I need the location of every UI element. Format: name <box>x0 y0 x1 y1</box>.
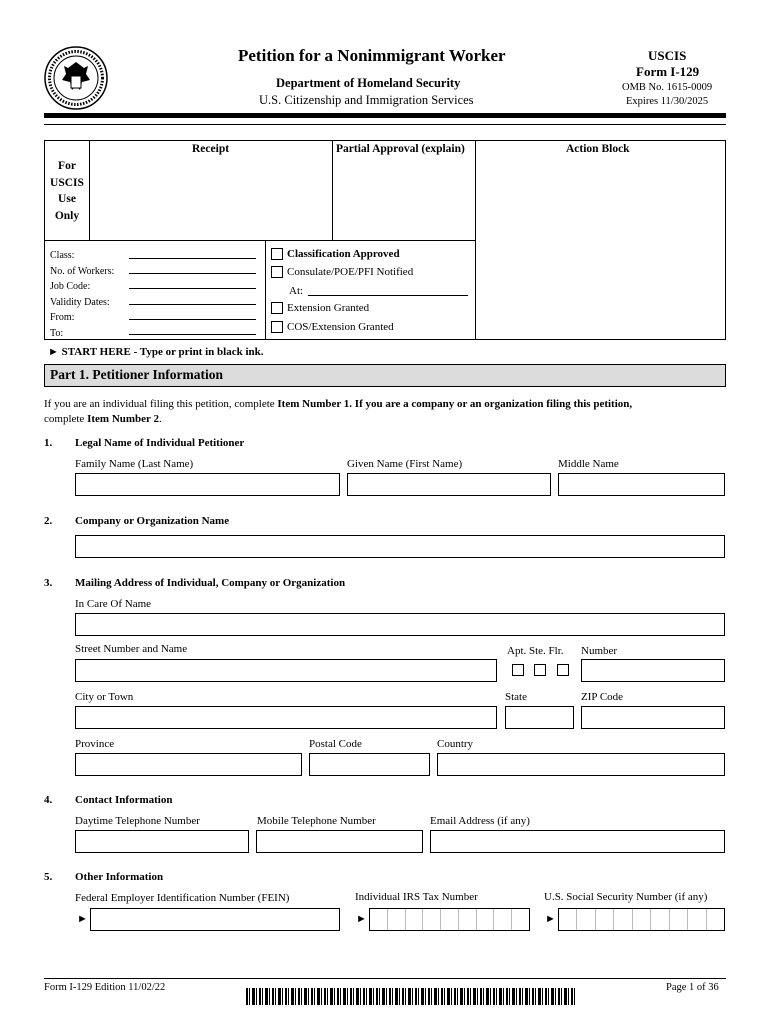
for-uscis-use-only <box>46 158 88 224</box>
street-input[interactable] <box>75 659 497 682</box>
flr-checkbox[interactable] <box>557 664 569 676</box>
to-line <box>129 334 256 335</box>
classification-approved-checkbox[interactable] <box>271 248 283 260</box>
middle-name-label: Middle Name <box>558 458 619 470</box>
extension-granted-label: Extension Granted <box>287 302 370 314</box>
validity-line <box>129 304 256 305</box>
apt-checkbox[interactable] <box>512 664 524 676</box>
item-2-title: Company or Organization Name <box>75 515 230 527</box>
fein-arrow-icon: ► <box>77 913 88 925</box>
receipt-label: Receipt <box>192 143 230 155</box>
action-block-label: Action Block <box>566 143 630 155</box>
item-3-number: 3. <box>44 577 53 589</box>
workers-line <box>129 273 256 274</box>
number-label: Number <box>581 645 618 657</box>
mobile-phone-input[interactable] <box>256 830 423 853</box>
given-name-input[interactable] <box>347 473 551 496</box>
form-title: Petition for a Nonimmigrant Worker <box>238 46 506 65</box>
apt-ste-flr-label: Apt. Ste. Flr. <box>507 645 564 657</box>
postal-code-input[interactable] <box>309 753 430 776</box>
intro-text: . <box>158 413 162 425</box>
from-line <box>129 319 256 320</box>
intro-text: complete <box>44 413 88 425</box>
street-label: Street Number and Name <box>75 643 188 655</box>
validity-label: Validity Dates: <box>50 296 110 308</box>
fein-input[interactable] <box>90 908 340 931</box>
state-select[interactable] <box>505 706 574 729</box>
given-name-label: Given Name (First Name) <box>347 458 463 470</box>
part1-header <box>44 364 726 387</box>
apt-number-input[interactable] <box>581 659 725 682</box>
ssn-arrow-icon: ► <box>545 913 556 925</box>
for-uscis-line: USCIS <box>50 176 84 189</box>
item-3-title: Mailing Address of Individual, Company or Organization <box>75 577 346 589</box>
daytime-phone-input[interactable] <box>75 830 249 853</box>
job-code-line <box>129 288 256 289</box>
job-code-label: Job Code: <box>50 281 91 292</box>
zip-input[interactable] <box>581 706 725 729</box>
header-rule <box>44 113 726 118</box>
fein-label: Federal Employer Identification Number (FEIN) <box>75 892 290 904</box>
uscis-field-labels <box>50 248 114 341</box>
ssn-label: U.S. Social Security Number (if any) <box>544 891 708 903</box>
to-label: To: <box>50 327 64 339</box>
divider <box>44 240 476 241</box>
class-line <box>129 258 256 259</box>
agency-name: U.S. Citizenship and Immigration Services <box>259 93 474 107</box>
uscis-label: USCIS <box>648 48 687 63</box>
zip-label: ZIP Code <box>581 691 624 703</box>
city-input[interactable] <box>75 706 497 729</box>
item-5-title: Other Information <box>75 871 164 883</box>
irs-tax-label: Individual IRS Tax Number <box>355 891 478 903</box>
expiration-date: Expires 11/30/2025 <box>626 96 709 107</box>
state-label: State <box>505 691 527 703</box>
item-4-number: 4. <box>44 794 53 806</box>
irs-arrow-icon: ► <box>356 913 367 925</box>
for-uscis-line: Only <box>54 209 80 222</box>
item-1-number: 1. <box>44 437 53 449</box>
postal-code-label: Postal Code <box>309 738 362 750</box>
country-input[interactable] <box>437 753 725 776</box>
intro-bold: Item Number 2 <box>87 413 159 425</box>
email-label: Email Address (if any) <box>430 815 530 827</box>
daytime-phone-label: Daytime Telephone Number <box>75 815 200 827</box>
middle-name-input[interactable] <box>558 473 725 496</box>
dhs-seal-icon <box>44 46 108 110</box>
part1-intro <box>44 397 734 427</box>
item-5-number: 5. <box>44 871 53 883</box>
classification-approved-label: Classification Approved <box>287 248 400 260</box>
footer-rule <box>44 978 726 979</box>
department-name: Department of Homeland Security <box>276 76 461 90</box>
start-here-instruction: ► START HERE - Type or print in black ink. <box>48 346 264 358</box>
province-input[interactable] <box>75 753 302 776</box>
care-of-input[interactable] <box>75 613 725 636</box>
form-edition: Form I-129 Edition 11/02/22 <box>44 982 166 993</box>
class-label: Class: <box>50 250 75 261</box>
cos-extension-label: COS/Extension Granted <box>287 321 394 333</box>
barcode <box>246 988 576 1005</box>
header-rule-thin <box>44 124 726 125</box>
extension-granted-checkbox[interactable] <box>271 302 283 314</box>
city-label: City or Town <box>75 691 134 703</box>
for-uscis-line: For <box>58 160 76 172</box>
company-name-input[interactable] <box>75 535 725 558</box>
cos-extension-checkbox[interactable] <box>271 321 283 333</box>
ste-checkbox[interactable] <box>534 664 546 676</box>
item-1-title: Legal Name of Individual Petitioner <box>75 437 245 449</box>
divider <box>265 240 266 340</box>
form-number: Form I-129 <box>636 64 700 79</box>
email-input[interactable] <box>430 830 725 853</box>
consulate-notified-label: Consulate/POE/PFI Notified <box>287 266 414 278</box>
item-2-number: 2. <box>44 515 53 527</box>
irs-tax-input[interactable] <box>369 908 530 931</box>
omb-number: OMB No. 1615-0009 <box>622 82 713 93</box>
ssn-input[interactable] <box>558 908 725 931</box>
partial-approval-label: Partial Approval (explain) <box>336 143 465 155</box>
intro-text: If you are an individual filing this petition, complete <box>44 398 278 410</box>
country-label: Country <box>437 738 474 750</box>
item-4-title: Contact Information <box>75 794 173 806</box>
consulate-notified-checkbox[interactable] <box>271 266 283 278</box>
intro-bold: Item Number 1. If you are a company or an organization filing this petition, <box>277 398 633 410</box>
divider <box>89 140 90 240</box>
divider <box>332 140 333 240</box>
workers-label: No. of Workers: <box>50 265 115 277</box>
care-of-label: In Care Of Name <box>75 598 152 610</box>
at-label: At: <box>289 285 304 297</box>
family-name-label: Family Name (Last Name) <box>75 458 194 470</box>
for-uscis-line: Use <box>58 193 76 205</box>
page-number: Page 1 of 36 <box>666 982 719 993</box>
at-line <box>308 295 468 296</box>
part1-title: Part 1. Petitioner Information <box>50 367 223 382</box>
family-name-input[interactable] <box>75 473 340 496</box>
from-label: From: <box>50 312 75 323</box>
mobile-phone-label: Mobile Telephone Number <box>257 815 376 827</box>
province-label: Province <box>75 738 115 750</box>
